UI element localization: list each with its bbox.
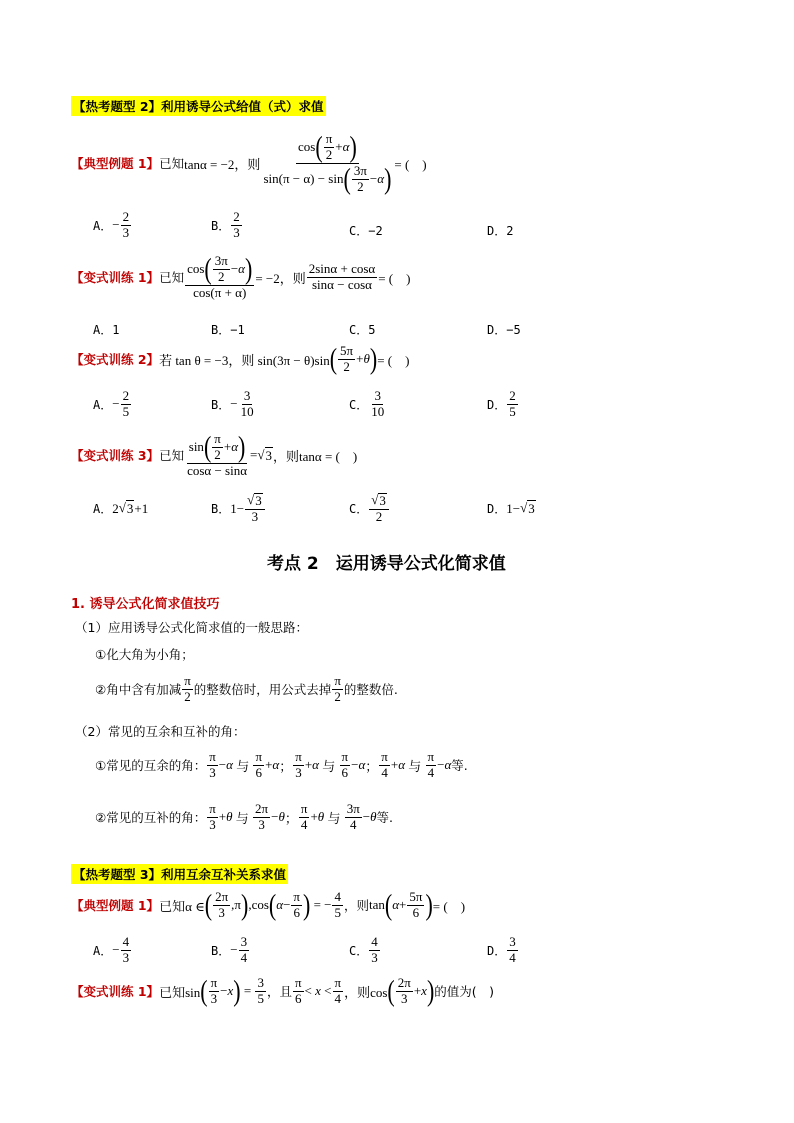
tips-p2b: ②常见的互补的角： $\frac{\pi}{3}$ + θ 与 $\frac{2\pi}{3}$ − θ ； $\frac{\pi}{4}$ + θ 与 $\frac{3\pi}{4}$ − θ 等. bbox=[95, 801, 393, 832]
option-a: A． − $\frac{4}{3}$ bbox=[93, 934, 130, 965]
example-1-label: 【典型例题 1】 bbox=[71, 156, 160, 172]
section-heading: 考点 2 运用诱导公式化简求值 bbox=[267, 554, 506, 574]
option-c: C．−2 bbox=[349, 224, 383, 238]
tips-p1a: ①化大角为小角； bbox=[95, 647, 194, 662]
variant-1-sec3: 【变式训练 1】 已知sin ( $\frac{\pi}{3}$ − x ) = $\frac{3}{5}$ ，且 $\frac{\pi}{6}$ < x < $\frac{\pi}{4}$ ，则cos ( $\frac{2\pi}{3}$ + x ) 的值为( ) bbox=[71, 973, 495, 1008]
example-1-fraction: cos ( $\frac{\pi}{2}$ + α ) sin(π − α) − sin ( $\frac{3\pi}{2}$ − α ) bbox=[263, 129, 392, 196]
option-b: B．−1 bbox=[211, 323, 245, 337]
option-d: D．−5 bbox=[487, 323, 521, 337]
tips-p2a: ①常见的互余的角： $\frac{\pi}{3}$ − α 与 $\frac{\pi}{6}$ + α ； $\frac{\pi}{3}$ + α 与 $\frac{\pi}{6}$ − α ； $\frac{\pi}{4}$ + α 与 $\frac{\pi}{4}$ − α 等. bbox=[95, 749, 468, 780]
section-tag-3: 【热考题型 3】利用互余互补关系求值 bbox=[71, 864, 288, 884]
option-d: D．2 bbox=[487, 224, 514, 238]
option-a: A． 2 √ 3 +1 bbox=[93, 500, 149, 516]
tips-p1b: ②角中含有加减 $\frac{\pi}{2}$ 的整数倍时，用公式去掉 $\frac{\pi}{2}$ 的整数倍. bbox=[95, 673, 398, 704]
option-d: D． 1− √ 3 bbox=[487, 500, 535, 516]
tips-heading: 1. 诱导公式化简求值技巧 bbox=[71, 597, 220, 612]
tips-p2: （2）常见的互余和互补的角： bbox=[75, 724, 246, 739]
option-c: C． $\frac{4}{3}$ bbox=[349, 934, 378, 965]
option-b: B． 1− √ 3 3 bbox=[211, 493, 266, 525]
variant-3: 【变式训练 3】 已知 sin ( $\frac{\pi}{2}$ + α ) cosα − sinα = √ 3 ，则tanα = ( ) bbox=[71, 429, 358, 478]
variant-2: 【变式训练 2】 若 tan θ = −3，则 sin(3π − θ)sin ( $\frac{5\pi}{2}$ + θ ) = ( ) bbox=[71, 341, 410, 376]
option-a: A．1 bbox=[93, 323, 120, 337]
tips-p1: （1）应用诱导公式化简求值的一般思路： bbox=[75, 620, 308, 635]
option-d: D． $\frac{3}{4}$ bbox=[487, 934, 516, 965]
example-2: 【典型例题 1】 已知α ∈ ( $\frac{2\pi}{3}$ ,π ) ,cos ( α − $\frac{\pi}{6}$ ) = − $\frac{4}{5}$ ，则 tan ( α + $\frac{5\pi}{6}$ ) = ( ) bbox=[71, 887, 466, 922]
option-a: A． − $\frac{2}{3}$ bbox=[93, 209, 130, 240]
option-a: A． − $\frac{2}{5}$ bbox=[93, 388, 130, 419]
section-tag-2: 【热考题型 2】利用诱导公式给值（式）求值 bbox=[71, 96, 326, 116]
example-1: 【典型例题 1】 已知 tanα = −2，则 cos ( $\frac{\pi}{2}$ + α ) sin(π − α) − sin ( $\frac{3\pi}{2}$ − α ) = ( ) bbox=[71, 129, 427, 196]
option-c: C． $\frac{3}{10}$ bbox=[349, 388, 385, 419]
option-b: B． − $\frac{3}{4}$ bbox=[211, 934, 248, 965]
option-c: C．5 bbox=[349, 323, 376, 337]
option-b: B． $\frac{2}{3}$ bbox=[211, 209, 240, 240]
option-d: D． $\frac{2}{5}$ bbox=[487, 388, 516, 419]
variant-1: 【变式训练 1】 已知 cos ( $\frac{3\pi}{2}$ − α ) cos(π + α) = −2，则 $\frac{2\sin\alpha + \cos\alpha}{\sin\alpha - \cos\alpha}$ = ( ) bbox=[71, 251, 411, 300]
option-b: B． − $\frac{3}{10}$ bbox=[211, 388, 254, 419]
option-c: C． √ 3 2 bbox=[349, 493, 390, 525]
